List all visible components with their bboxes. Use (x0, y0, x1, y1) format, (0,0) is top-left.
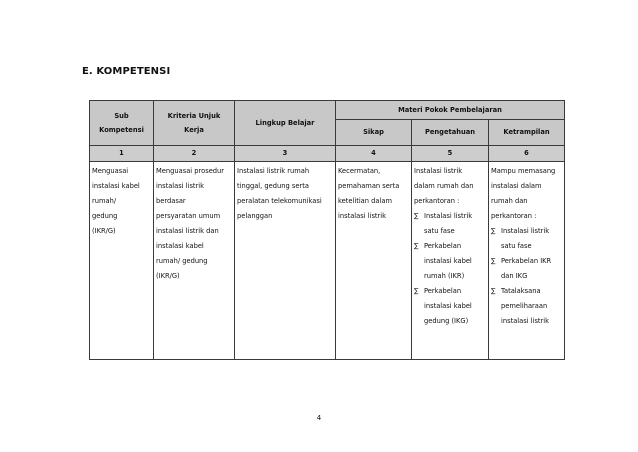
bullet-text: pemeliharaan (501, 302, 548, 310)
bullet-text: Instalasi listrik (501, 227, 550, 235)
bullet-item (491, 224, 562, 239)
cell-line: instalasi kabel (92, 182, 140, 190)
cell-line: pelanggan (237, 212, 273, 220)
bullet-text: Perkabelan (424, 242, 462, 250)
sigma-icon: ∑ (414, 287, 419, 295)
sigma-icon: ∑ (491, 227, 496, 235)
header-sikap: Sikap (336, 120, 412, 146)
cell-sikap (336, 162, 412, 360)
cell-line: (IKR/G) (156, 272, 180, 280)
cell-line: rumah/ gedung (156, 257, 208, 265)
cell-line: Instalasi listrik rumah (237, 167, 310, 175)
column-number: 5 (412, 146, 489, 162)
cell-line: berdasar (156, 197, 186, 205)
bullet-text: Instalasi listrik (424, 212, 473, 220)
header-kriteria (154, 101, 235, 146)
cell-line: Menguasai (92, 167, 129, 175)
cell-line: (IKR/G) (92, 227, 116, 235)
column-number: 1 (90, 146, 154, 162)
header-kriteria-line2: Kerja (184, 126, 204, 134)
cell-line: pemahaman serta (338, 182, 400, 190)
header-lingkup (235, 101, 336, 146)
bullet-item (414, 209, 486, 224)
column-number: 6 (489, 146, 565, 162)
bullet-text: instalasi kabel (424, 257, 472, 265)
cell-line: instalasi listrik (156, 182, 205, 190)
sigma-icon: ∑ (491, 287, 496, 295)
cell-sub-kompetensi (90, 162, 154, 360)
bullet-text: satu fase (501, 242, 532, 250)
header-materi-text: Materi Pokok Pembelajaran (398, 106, 502, 114)
header-materi (336, 101, 565, 120)
cell-line: Kecermatan, (338, 167, 381, 175)
column-number: 3 (235, 146, 336, 162)
header-ketrampilan: Ketrampilan (489, 120, 565, 146)
bullet-text: rumah (IKR) (424, 272, 465, 280)
column-number: 4 (336, 146, 412, 162)
bullet-item (491, 284, 562, 299)
bullet-text: Tatalaksana (501, 287, 541, 295)
bullet-item (491, 254, 562, 269)
cell-line: instalasi kabel (156, 242, 204, 250)
bullet-text: gedung (IKG) (424, 317, 469, 325)
cell-line: dalam rumah dan (414, 182, 474, 190)
bullet-text: Perkabelan (424, 287, 462, 295)
section-heading: E. KOMPETENSI (82, 66, 171, 77)
bullet-text: dan IKG (501, 272, 528, 280)
cell-line: instalasi listrik (338, 212, 387, 220)
cell-kriteria (154, 162, 235, 360)
cell-lingkup (235, 162, 336, 360)
cell-line: perkantoran : (414, 197, 460, 205)
cell-line: persyaratan umum (156, 212, 221, 220)
cell-line: rumah/ (92, 197, 117, 205)
column-number: 2 (154, 146, 235, 162)
header-sub-kompetensi-line1: Sub (114, 112, 129, 120)
cell-line: perkantoran : (491, 212, 537, 220)
cell-line: instalasi listrik dan (156, 227, 219, 235)
cell-line: ketelitian dalam (338, 197, 392, 205)
bullet-text: instalasi kabel (424, 302, 472, 310)
bullet-text: satu fase (424, 227, 455, 235)
bullet-text: instalasi listrik (501, 317, 550, 325)
kompetensi-table (89, 100, 565, 360)
cell-line: Instalasi listrik (414, 167, 463, 175)
sigma-icon: ∑ (414, 212, 419, 220)
cell-line: Mampu memasang (491, 167, 556, 175)
sigma-icon: ∑ (491, 257, 496, 265)
header-sub-kompetensi (90, 101, 154, 146)
page-number: 4 (316, 414, 322, 422)
header-lingkup-text: Lingkup Belajar (255, 119, 315, 127)
sigma-icon: ∑ (414, 242, 419, 250)
cell-line: rumah dan (491, 197, 528, 205)
header-pengetahuan: Pengetahuan (412, 120, 489, 146)
cell-line: gedung (92, 212, 118, 220)
header-kriteria-line1: Kriteria Unjuk (167, 112, 221, 120)
header-sub-kompetensi-line2: Kompetensi (99, 126, 144, 134)
bullet-item (414, 239, 486, 254)
cell-pengetahuan (412, 162, 489, 360)
cell-line: peralatan telekomunikasi (237, 197, 322, 205)
bullet-item (414, 284, 486, 299)
cell-line: Menguasai prosedur (156, 167, 225, 175)
cell-line: instalasi dalam (491, 182, 542, 190)
cell-line: tinggal, gedung serta (237, 182, 309, 190)
cell-ketrampilan (489, 162, 565, 360)
bullet-text: Perkabelan IKR (501, 257, 552, 265)
